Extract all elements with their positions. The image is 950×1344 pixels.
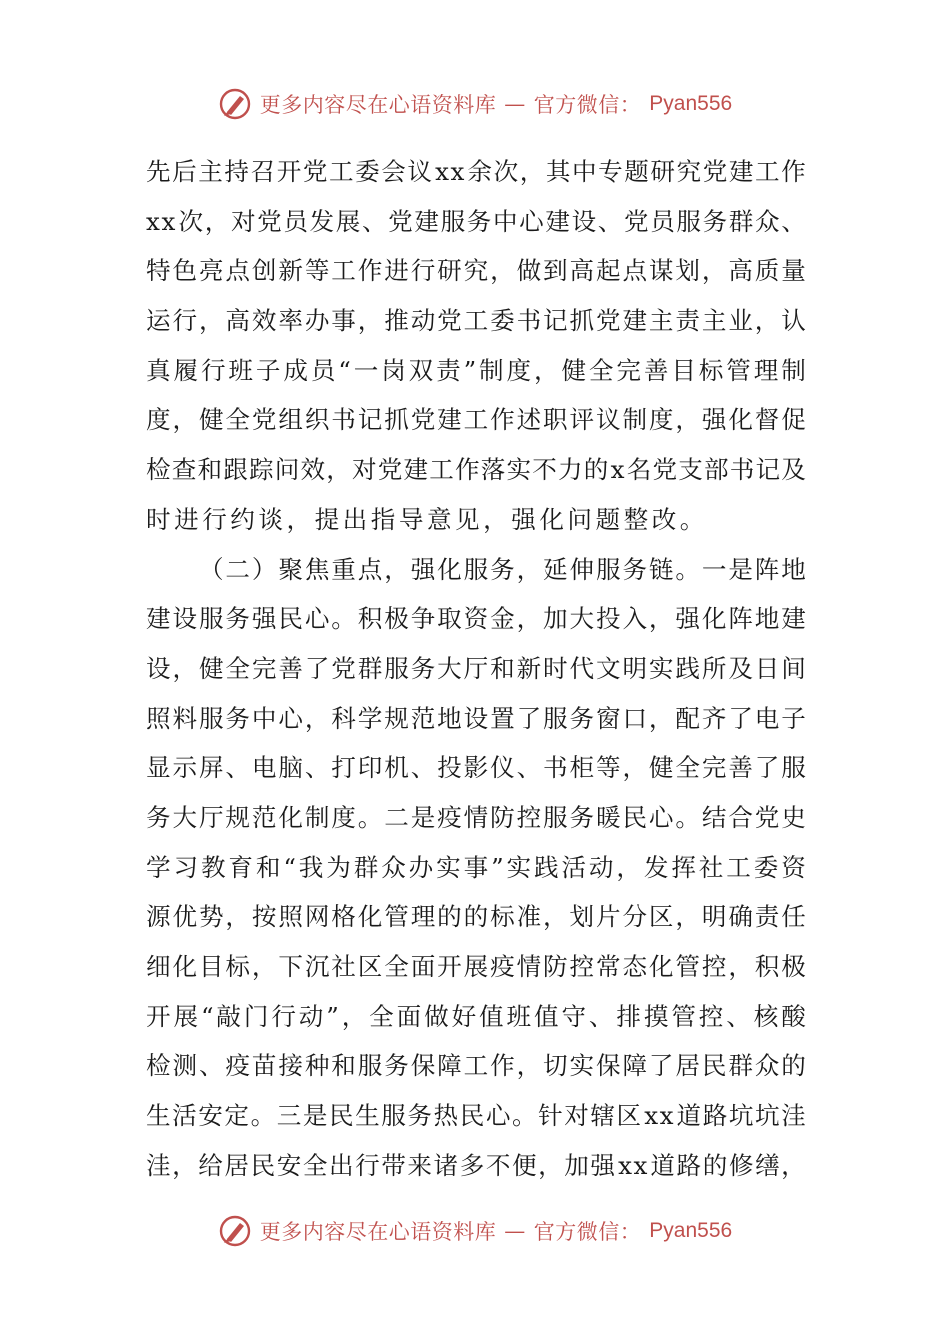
text-line: 设 ， 健 全 完 善 了 党 群 服 务 大 厅 和 新 时 代 文 明 实 践 所 及 日 间 (146, 653, 806, 683)
text-line: 建 设 服 务 强 民 心 。 积 极 争 取 资 金 ， 加 大 投 入 ， 强 化 阵 地 建 (146, 604, 806, 634)
banner-separator: — (504, 92, 526, 116)
text-line: 真 履 行 班 子 成 员 “ 一 岗 双 责 ” 制 度 ， 健 全 完 善 目 标 管 理 制 (146, 355, 806, 385)
text-line: （ 二 ） 聚 焦 重 点 ， 强 化 服 务 ， 延 伸 服 务 链 。 一 是 阵 地 (198, 554, 806, 584)
text-line: 照 料 服 务 中 心 ， 科 学 规 范 地 设 置 了 服 务 窗 口 ， 配 齐 了 电 子 (146, 703, 806, 733)
banner-wechat-label: 官方微信： (533, 93, 642, 117)
document-body (146, 147, 806, 1190)
banner-separator: — (504, 1219, 526, 1243)
text-line: 度 ， 健 全 党 组 织 书 记 抓 党 建 工 作 述 职 评 议 制 度 ， 强 化 督 促 (146, 405, 806, 435)
text-line: 洼 ， 给 居 民 安 全 出 行 带 来 诸 多 不 便 ， 加 强 x x 道 路 的 修 缮 ， (146, 1150, 806, 1180)
banner-wechat-id: Pyan556 (649, 92, 733, 115)
footer-banner (0, 1211, 950, 1251)
pen-nib-logo-icon (218, 1214, 252, 1248)
text-line: 显 示 屏 、 电 脑 、 打 印 机 、 投 影 仪 、 书 柜 等 ， 健 全 完 善 了 服 (146, 753, 806, 783)
text-line: 检 查 和 跟 踪 问 效 ， 对 党 建 工 作 落 实 不 力 的 x 名 党 支 部 书 记 及 (146, 455, 806, 485)
text-line: 特 色 亮 点 创 新 等 工 作 进 行 研 究 ， 做 到 高 起 点 谋 划 ， 高 质 量 (146, 256, 806, 286)
text-line: 先 后 主 持 召 开 党 工 委 会 议 x x 余 次 ， 其 中 专 题 研 究 党 建 工 作 (146, 157, 806, 186)
text-line: 务 大 厅 规 范 化 制 度 。 二 是 疫 情 防 控 服 务 暖 民 心 。 结 合 党 史 (146, 802, 806, 832)
banner-site-name: 更多内容尽在心语资料库 (259, 1220, 497, 1244)
header-banner (0, 84, 950, 124)
text-line: 生 活 安 定 。 三 是 民 生 服 务 热 民 心 。 针 对 辖 区 x x 道 路 坑 坑 洼 (146, 1101, 806, 1131)
text-line: 检 测 、 疫 苗 接 种 和 服 务 保 障 工 作 ， 切 实 保 障 了 居 民 群 众 的 (146, 1051, 806, 1081)
text-line: 源 优 势 ， 按 照 网 格 化 管 理 的 的 标 准 ， 划 片 分 区 ， 明 确 责 任 (146, 902, 806, 932)
text-line: 运 行 ， 高 效 率 办 事 ， 推 动 党 工 委 书 记 抓 党 建 主 责 主 业 ， 认 (146, 306, 806, 336)
banner-site-name: 更多内容尽在心语资料库 (259, 93, 497, 117)
text-line: 学 习 教 育 和 “ 我 为 群 众 办 实 事 ” 实 践 活 动 ， 发 挥 社 工 委 资 (146, 852, 806, 882)
banner-wechat-id: Pyan556 (649, 1219, 733, 1242)
text-line: x x 次 ， 对 党 员 发 展 、 党 建 服 务 中 心 建 设 、 党 员 服 务 群 众 、 (146, 206, 806, 236)
text-line: 开 展 “ 敲 门 行 动 ” ， 全 面 做 好 值 班 值 守 、 排 摸 管 控 、 核 酸 (146, 1001, 806, 1031)
pen-nib-logo-icon (218, 87, 252, 121)
banner-wechat-label: 官方微信： (533, 1220, 642, 1244)
text-line: 时进行约谈，提出指导意见，强化问题整改。 (146, 504, 708, 534)
text-line: 细 化 目 标 ， 下 沉 社 区 全 面 开 展 疫 情 防 控 常 态 化 管 控 ， 积 极 (146, 952, 806, 981)
